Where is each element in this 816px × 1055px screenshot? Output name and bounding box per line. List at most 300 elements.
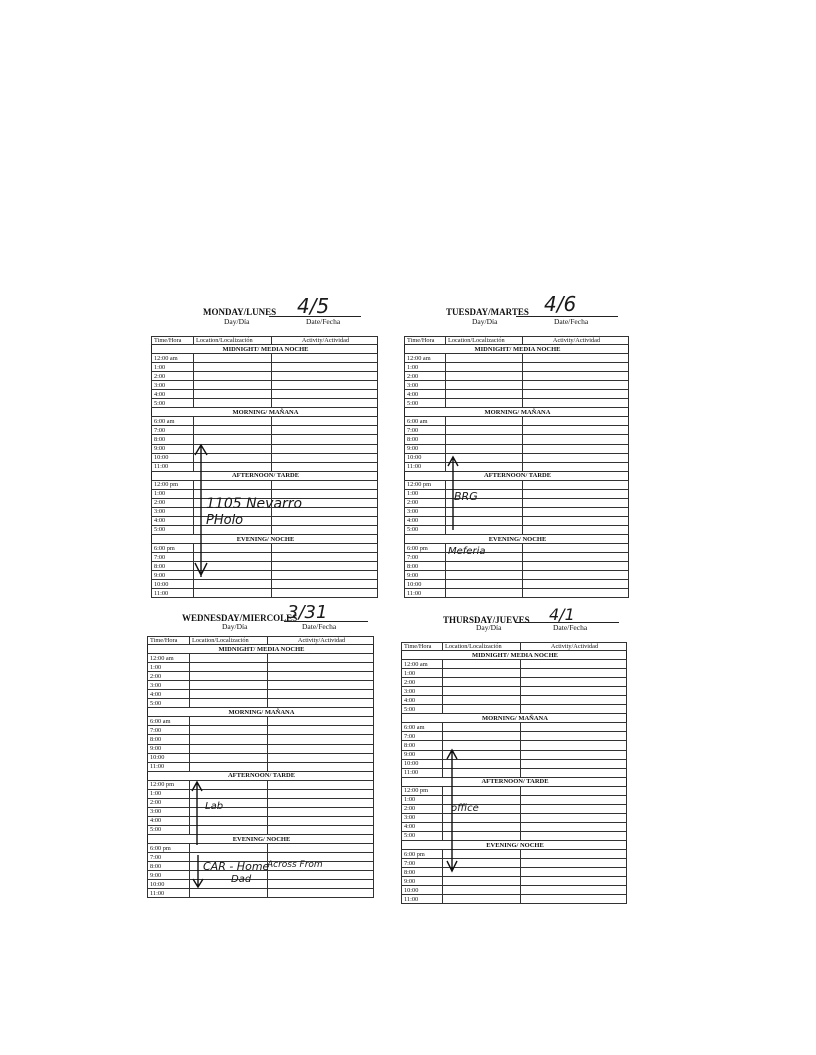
- activity-cell: [523, 553, 629, 562]
- time-row: [148, 789, 374, 798]
- time-row: [402, 868, 627, 877]
- activity-cell: [521, 669, 627, 678]
- time-cell: 12:00 am: [148, 654, 190, 663]
- column-header-row: [148, 637, 374, 645]
- time-cell: 5:00: [402, 705, 443, 714]
- location-cell: [443, 750, 521, 759]
- location-cell: [190, 690, 268, 699]
- location-cell: [446, 444, 523, 453]
- time-cell: 1:00: [405, 363, 446, 372]
- section-row: [152, 408, 378, 417]
- time-cell: 4:00: [405, 390, 446, 399]
- day-header: [151, 276, 379, 326]
- time-row: [405, 489, 629, 498]
- time-row: [402, 877, 627, 886]
- time-row: [152, 480, 378, 489]
- section-row: [402, 714, 627, 723]
- time-row: [402, 759, 627, 768]
- time-cell: 2:00: [402, 678, 443, 687]
- location-cell: [190, 654, 268, 663]
- day-log-tuesday: [404, 276, 632, 606]
- time-row: [148, 816, 374, 825]
- activity-cell: [521, 759, 627, 768]
- time-row: [405, 516, 629, 525]
- activity-cell: [523, 571, 629, 580]
- location-cell: [443, 831, 521, 840]
- location-cell: [194, 453, 272, 462]
- time-cell: 9:00: [405, 444, 446, 453]
- time-cell: 4:00: [148, 816, 190, 825]
- time-row: [148, 735, 374, 744]
- section-row: [148, 834, 374, 843]
- location-cell: [446, 462, 523, 471]
- activity-cell: [268, 672, 374, 681]
- time-cell: 10:00: [402, 759, 443, 768]
- time-cell: 5:00: [152, 525, 194, 534]
- date-sub-label: Date/Fecha: [306, 317, 341, 326]
- time-cell: 12:00 am: [152, 354, 194, 363]
- activity-cell: [523, 354, 629, 363]
- time-cell: 5:00: [148, 825, 190, 834]
- time-cell: 7:00: [405, 553, 446, 562]
- location-cell: [446, 571, 523, 580]
- time-row: [152, 516, 378, 525]
- time-row: [148, 880, 374, 889]
- location-cell: [190, 889, 268, 898]
- time-cell: 6:00 pm: [402, 850, 443, 859]
- activity-cell: [521, 678, 627, 687]
- time-row: [152, 462, 378, 471]
- time-row: [152, 417, 378, 426]
- location-cell: [190, 726, 268, 735]
- handwritten-date: 4/1: [549, 605, 575, 624]
- time-cell: 1:00: [402, 795, 443, 804]
- day-name: TUESDAY/MARTES: [446, 307, 529, 317]
- day-log-thursday: [401, 585, 629, 915]
- section-row: [405, 534, 629, 543]
- handwritten-note: PHolo: [206, 513, 244, 528]
- column-header: Location/Localización: [190, 637, 268, 645]
- time-cell: 4:00: [152, 516, 194, 525]
- activity-cell: [272, 553, 378, 562]
- section-row: [405, 345, 629, 354]
- location-cell: [194, 390, 272, 399]
- time-cell: 2:00: [148, 672, 190, 681]
- time-cell: 11:00: [148, 889, 190, 898]
- location-cell: [443, 895, 521, 904]
- activity-cell: [523, 453, 629, 462]
- time-cell: 3:00: [402, 687, 443, 696]
- location-cell: [446, 480, 523, 489]
- time-cell: 12:00 pm: [402, 786, 443, 795]
- column-header: Location/Localización: [446, 337, 523, 345]
- location-cell: [443, 786, 521, 795]
- activity-cell: [521, 877, 627, 886]
- time-row: [405, 480, 629, 489]
- time-cell: 2:00: [405, 372, 446, 381]
- time-cell: 8:00: [152, 435, 194, 444]
- time-cell: 2:00: [152, 372, 194, 381]
- activity-cell: [523, 507, 629, 516]
- date-sub-label: Date/Fecha: [553, 623, 588, 632]
- time-cell: 4:00: [148, 690, 190, 699]
- column-header: Time/Hora: [405, 337, 446, 345]
- time-row: [148, 798, 374, 807]
- time-row: [402, 678, 627, 687]
- time-row: [405, 390, 629, 399]
- handwritten-note: 1105 Nevarro: [206, 496, 303, 512]
- time-cell: 2:00: [402, 804, 443, 813]
- day-log-monday: [151, 276, 379, 606]
- column-header: Time/Hora: [148, 637, 190, 645]
- time-cell: 9:00: [148, 871, 190, 880]
- time-row: [405, 553, 629, 562]
- time-row: [405, 544, 629, 553]
- time-row: [152, 363, 378, 372]
- activity-cell: [268, 654, 374, 663]
- section-row: [405, 408, 629, 417]
- activity-cell: [521, 741, 627, 750]
- column-header: Location/Localización: [194, 337, 272, 345]
- section-label: MIDNIGHT/ MEDIA NOCHE: [152, 345, 378, 354]
- time-row: [148, 844, 374, 853]
- time-row: [402, 850, 627, 859]
- column-header: Activity/Actividad: [272, 337, 378, 345]
- time-cell: 3:00: [148, 807, 190, 816]
- handwritten-date: 4/6: [544, 292, 577, 316]
- activity-cell: [272, 435, 378, 444]
- time-row: [152, 453, 378, 462]
- time-cell: 9:00: [402, 750, 443, 759]
- location-cell: [190, 880, 268, 889]
- activity-cell: [268, 681, 374, 690]
- time-cell: 11:00: [148, 762, 190, 771]
- time-row: [405, 562, 629, 571]
- time-row: [148, 654, 374, 663]
- activity-cell: [268, 825, 374, 834]
- section-row: [402, 777, 627, 786]
- time-cell: 10:00: [405, 580, 446, 589]
- location-cell: [194, 363, 272, 372]
- time-cell: 4:00: [152, 390, 194, 399]
- time-row: [152, 354, 378, 363]
- time-row: [148, 681, 374, 690]
- location-cell: [443, 687, 521, 696]
- time-row: [402, 750, 627, 759]
- time-cell: 5:00: [402, 831, 443, 840]
- time-cell: 12:00 pm: [405, 480, 446, 489]
- time-row: [402, 786, 627, 795]
- time-cell: 10:00: [148, 880, 190, 889]
- activity-cell: [523, 489, 629, 498]
- handwritten-note: Across From: [267, 860, 323, 870]
- day-sub-label: Day/Día: [476, 623, 502, 632]
- location-cell: [443, 859, 521, 868]
- day-sub-label: Day/Día: [224, 317, 250, 326]
- activity-cell: [521, 786, 627, 795]
- time-row: [405, 417, 629, 426]
- activity-cell: [272, 480, 378, 489]
- activity-cell: [521, 732, 627, 741]
- time-row: [148, 753, 374, 762]
- time-cell: 6:00 pm: [405, 544, 446, 553]
- activity-cell: [272, 562, 378, 571]
- location-cell: [446, 390, 523, 399]
- handwritten-note: Dad: [231, 874, 252, 885]
- activity-cell: [521, 804, 627, 813]
- section-row: [402, 840, 627, 849]
- location-cell: [190, 789, 268, 798]
- location-cell: [446, 399, 523, 408]
- location-cell: [446, 354, 523, 363]
- activity-cell: [272, 399, 378, 408]
- time-cell: 3:00: [152, 381, 194, 390]
- activity-cell: [523, 444, 629, 453]
- time-row: [402, 886, 627, 895]
- time-cell: 9:00: [152, 444, 194, 453]
- time-row: [148, 744, 374, 753]
- time-row: [152, 399, 378, 408]
- section-row: [148, 771, 374, 780]
- time-cell: 7:00: [152, 553, 194, 562]
- time-row: [405, 363, 629, 372]
- time-row: [148, 807, 374, 816]
- time-cell: 7:00: [402, 859, 443, 868]
- activity-cell: [272, 381, 378, 390]
- activity-cell: [521, 831, 627, 840]
- location-cell: [443, 696, 521, 705]
- activity-cell: [272, 426, 378, 435]
- activity-cell: [521, 850, 627, 859]
- location-cell: [190, 844, 268, 853]
- time-cell: 4:00: [402, 696, 443, 705]
- time-cell: 10:00: [402, 886, 443, 895]
- time-cell: 2:00: [148, 798, 190, 807]
- column-header: Location/Localización: [443, 643, 521, 651]
- time-cell: 5:00: [148, 699, 190, 708]
- location-cell: [446, 562, 523, 571]
- time-cell: 11:00: [152, 589, 194, 598]
- activity-cell: [268, 663, 374, 672]
- time-cell: 1:00: [148, 663, 190, 672]
- location-cell: [443, 813, 521, 822]
- time-row: [405, 507, 629, 516]
- time-cell: 7:00: [148, 853, 190, 862]
- location-cell: [190, 672, 268, 681]
- section-label: MORNING/ MAÑANA: [405, 408, 629, 417]
- time-row: [402, 696, 627, 705]
- time-cell: 10:00: [405, 453, 446, 462]
- time-cell: 6:00 am: [402, 723, 443, 732]
- location-cell: [190, 744, 268, 753]
- location-cell: [443, 768, 521, 777]
- time-row: [402, 741, 627, 750]
- time-row: [405, 444, 629, 453]
- time-row: [405, 462, 629, 471]
- section-label: MIDNIGHT/ MEDIA NOCHE: [402, 651, 627, 660]
- time-row: [405, 372, 629, 381]
- location-cell: [190, 717, 268, 726]
- location-cell: [443, 669, 521, 678]
- time-cell: 10:00: [148, 753, 190, 762]
- column-header-row: [405, 337, 629, 345]
- location-cell: [190, 663, 268, 672]
- activity-cell: [521, 859, 627, 868]
- time-cell: 1:00: [152, 489, 194, 498]
- time-row: [148, 889, 374, 898]
- time-table: [404, 336, 629, 598]
- activity-cell: [521, 705, 627, 714]
- time-cell: 3:00: [405, 507, 446, 516]
- location-cell: [190, 780, 268, 789]
- location-cell: [446, 426, 523, 435]
- handwritten-note: Lab: [205, 801, 224, 812]
- time-cell: 9:00: [152, 571, 194, 580]
- time-cell: 8:00: [405, 435, 446, 444]
- time-cell: 8:00: [148, 735, 190, 744]
- activity-cell: [272, 462, 378, 471]
- time-row: [405, 571, 629, 580]
- time-row: [402, 732, 627, 741]
- activity-cell: [268, 780, 374, 789]
- activity-cell: [523, 390, 629, 399]
- time-row: [402, 859, 627, 868]
- location-cell: [194, 444, 272, 453]
- time-row: [148, 726, 374, 735]
- section-label: MIDNIGHT/ MEDIA NOCHE: [148, 645, 374, 654]
- location-cell: [446, 417, 523, 426]
- location-cell: [443, 822, 521, 831]
- activity-cell: [272, 372, 378, 381]
- location-cell: [443, 877, 521, 886]
- location-cell: [194, 399, 272, 408]
- time-cell: 9:00: [148, 744, 190, 753]
- time-row: [405, 435, 629, 444]
- section-label: MORNING/ MAÑANA: [152, 408, 378, 417]
- time-row: [152, 390, 378, 399]
- activity-cell: [268, 717, 374, 726]
- time-row: [405, 453, 629, 462]
- activity-cell: [272, 525, 378, 534]
- activity-cell: [268, 699, 374, 708]
- day-header: [404, 276, 632, 326]
- time-table: [151, 336, 378, 598]
- activity-cell: [523, 435, 629, 444]
- time-row: [402, 705, 627, 714]
- activity-cell: [521, 795, 627, 804]
- activity-cell: [523, 363, 629, 372]
- activity-cell: [268, 798, 374, 807]
- activity-cell: [523, 462, 629, 471]
- activity-cell: [523, 480, 629, 489]
- time-cell: 7:00: [405, 426, 446, 435]
- time-row: [402, 895, 627, 904]
- location-cell: [443, 732, 521, 741]
- section-label: EVENING/ NOCHE: [405, 534, 629, 543]
- location-cell: [194, 372, 272, 381]
- activity-cell: [523, 381, 629, 390]
- day-header: [147, 579, 375, 631]
- time-cell: 6:00 pm: [148, 844, 190, 853]
- time-cell: 7:00: [148, 726, 190, 735]
- time-cell: 1:00: [405, 489, 446, 498]
- section-label: AFTERNOON/ TARDE: [402, 777, 627, 786]
- activity-cell: [521, 687, 627, 696]
- section-label: AFTERNOON/ TARDE: [405, 471, 629, 480]
- activity-cell: [272, 544, 378, 553]
- time-row: [402, 723, 627, 732]
- time-table: [147, 636, 374, 898]
- activity-cell: [272, 417, 378, 426]
- time-cell: 3:00: [152, 507, 194, 516]
- time-row: [152, 553, 378, 562]
- time-row: [148, 717, 374, 726]
- section-row: [152, 345, 378, 354]
- handwritten-note: CAR - Home: [203, 860, 270, 873]
- column-header: Activity/Actividad: [268, 637, 374, 645]
- time-row: [152, 444, 378, 453]
- time-row: [148, 780, 374, 789]
- handwritten-date: 4/5: [297, 294, 330, 318]
- day-sub-label: Day/Día: [472, 317, 498, 326]
- handwritten-note: office: [451, 803, 479, 814]
- time-cell: 6:00 pm: [152, 544, 194, 553]
- activity-cell: [272, 390, 378, 399]
- location-cell: [190, 735, 268, 744]
- section-label: EVENING/ NOCHE: [152, 534, 378, 543]
- activity-cell: [272, 363, 378, 372]
- time-cell: 8:00: [402, 868, 443, 877]
- activity-cell: [268, 889, 374, 898]
- time-cell: 2:00: [152, 498, 194, 507]
- day-log-wednesday: [147, 579, 375, 912]
- time-row: [402, 687, 627, 696]
- time-cell: 12:00 am: [402, 660, 443, 669]
- activity-cell: [523, 372, 629, 381]
- time-row: [405, 426, 629, 435]
- activity-cell: [268, 690, 374, 699]
- time-row: [148, 825, 374, 834]
- location-cell: [446, 435, 523, 444]
- time-row: [402, 822, 627, 831]
- activity-cell: [268, 762, 374, 771]
- activity-cell: [523, 399, 629, 408]
- time-cell: 7:00: [152, 426, 194, 435]
- time-cell: 9:00: [405, 571, 446, 580]
- activity-cell: [523, 498, 629, 507]
- column-header: Time/Hora: [152, 337, 194, 345]
- time-cell: 8:00: [152, 562, 194, 571]
- time-row: [402, 804, 627, 813]
- activity-cell: [268, 880, 374, 889]
- location-cell: [194, 354, 272, 363]
- time-cell: 11:00: [402, 895, 443, 904]
- date-sub-label: Date/Fecha: [554, 317, 589, 326]
- section-label: EVENING/ NOCHE: [148, 834, 374, 843]
- activity-cell: [268, 753, 374, 762]
- time-cell: 11:00: [405, 462, 446, 471]
- column-header: Activity/Actividad: [521, 643, 627, 651]
- location-cell: [190, 825, 268, 834]
- column-header-row: [152, 337, 378, 345]
- location-cell: [194, 417, 272, 426]
- activity-cell: [268, 735, 374, 744]
- time-cell: 1:00: [402, 669, 443, 678]
- day-name: WEDNESDAY/MIERCOLES: [182, 613, 298, 623]
- time-cell: 2:00: [405, 498, 446, 507]
- time-cell: 4:00: [405, 516, 446, 525]
- location-cell: [190, 798, 268, 807]
